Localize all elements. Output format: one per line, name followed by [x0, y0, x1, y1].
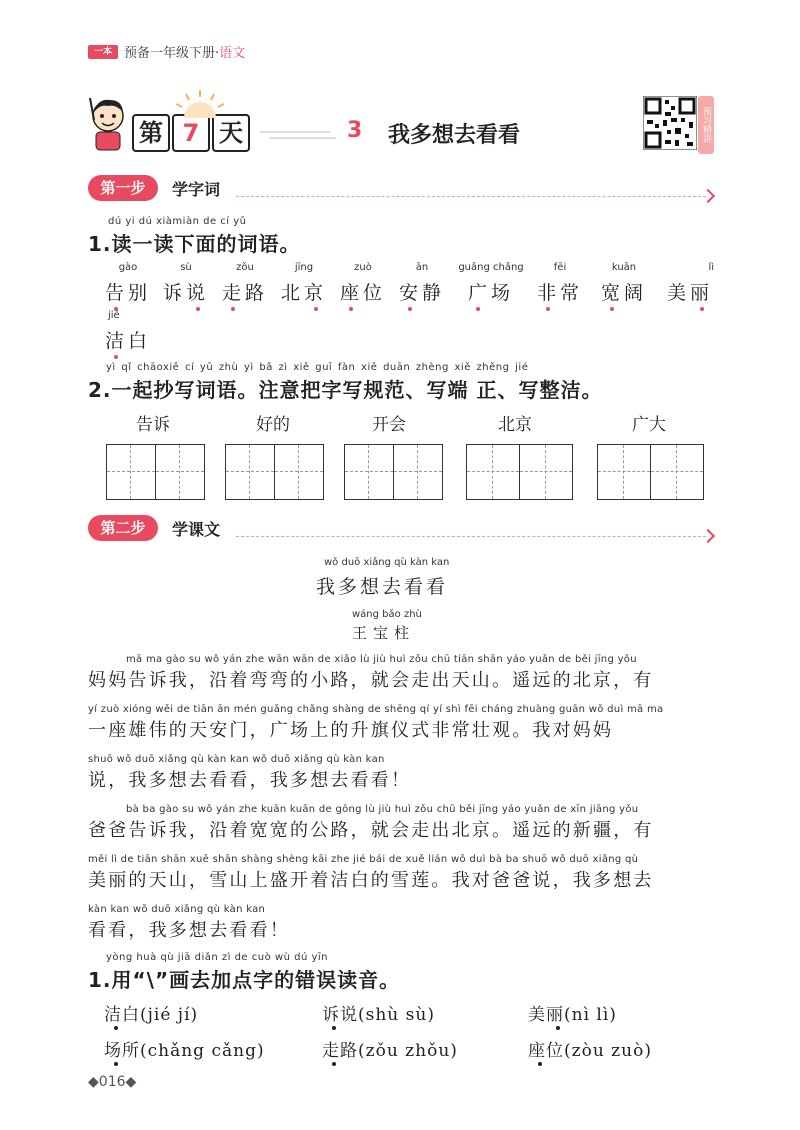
emphasis-dot: [538, 1062, 542, 1066]
exercise-item[interactable]: 洁白(jié jí): [104, 1005, 199, 1025]
grid-cell[interactable]: [598, 445, 651, 499]
boy-mascot-icon: [86, 92, 130, 152]
q1-pinyin: dú yi dú xiàmiàn de cí yǔ: [108, 216, 247, 227]
passage-line-pinyin: měi lì de tiān shān xuě shān shàng shèng kāi zhe jié bái de xuě lián wǒ duì bà ba shuō wǒ duō xiǎng qù: [88, 854, 639, 865]
copy-word-label: 好的: [256, 415, 290, 435]
grid-cell[interactable]: [226, 445, 275, 499]
exercise-item[interactable]: 诉说(shù sù): [322, 1005, 435, 1025]
emphasis-dot: [332, 1026, 336, 1030]
q3-number: 1.: [88, 968, 112, 992]
copy-word-label: 北京: [498, 415, 532, 435]
step1-divider: [236, 196, 706, 197]
grid-cell[interactable]: [345, 445, 394, 499]
exercise-item[interactable]: 走路(zǒu zhǒu): [322, 1041, 458, 1061]
q3-heading: [88, 964, 400, 993]
vocab-word: zǒu 走路: [221, 262, 269, 311]
q3-text: 用“\”画去加点字的错误读音。: [111, 968, 401, 992]
exercise-item[interactable]: 场所(chǎng cǎng): [104, 1041, 265, 1061]
writing-grid[interactable]: [344, 444, 443, 500]
passage-line-pinyin: mā ma gào su wǒ yán zhe wān wān de xiǎo lù jiù huì zǒu chū tiān shān yáo yuǎn de běi jīng yǒu: [126, 654, 637, 665]
step1-arrow-icon: [701, 189, 715, 203]
subject-name: 语文: [219, 46, 246, 61]
vocab-word: guǎng chǎng 广场: [456, 262, 526, 311]
vocab-word: sù 诉说: [162, 262, 210, 311]
grid-cell[interactable]: [275, 445, 323, 499]
header-separator: ·: [215, 46, 220, 61]
step1-title: 学字词: [172, 180, 221, 199]
author-pinyin: wáng bǎo zhù: [352, 609, 422, 620]
vocab-word: zuò 座位: [339, 262, 387, 311]
vocab-word: jié 洁白: [104, 310, 152, 359]
writing-grid[interactable]: [597, 444, 704, 500]
q3-pinyin: yòng huà qù jiā diǎn zì de cuò wù dú yīn: [106, 952, 328, 963]
q2-number: 2.: [88, 378, 112, 402]
q1-text: 读一读下面的词语。: [111, 232, 301, 256]
step2-divider: [236, 536, 706, 537]
writing-grid[interactable]: [225, 444, 324, 500]
q2-heading: [88, 374, 602, 403]
emphasis-dot: [114, 1062, 118, 1066]
passage-title: 我多想去看看: [316, 576, 449, 598]
grid-cell[interactable]: [651, 445, 703, 499]
vocab-word: lì 美丽: [666, 262, 714, 311]
passage-line-pinyin: shuō wǒ duō xiǎng qù kàn kan wǒ duō xiǎng qù kàn kan: [88, 754, 385, 765]
grid-cell[interactable]: [394, 445, 442, 499]
step1-pill: 第一步: [88, 175, 158, 201]
passage-line: 爸爸告诉我，沿着宽宽的公路，就会走出北京。遥远的新疆，有: [88, 820, 654, 841]
copy-word-label: 广大: [632, 415, 666, 435]
grid-cell[interactable]: [520, 445, 572, 499]
emphasis-dot: [332, 1062, 336, 1066]
page-number-value: 016: [98, 1074, 126, 1090]
passage-line: 说，我多想去看看，我多想去看看！: [88, 770, 412, 791]
step2-arrow-icon: [701, 529, 715, 543]
passage-title-pinyin: wǒ duō xiǎng qù kàn kan: [324, 557, 450, 568]
passage-line-pinyin: kàn kan wǒ duō xiǎng qù kàn kan: [88, 904, 266, 915]
copy-word-label: 告诉: [136, 415, 170, 435]
qr-code-icon[interactable]: [643, 96, 697, 150]
passage-line: 一座雄伟的天安门，广场上的升旗仪式非常壮观。我对妈妈: [88, 720, 614, 741]
exercise-item[interactable]: 座位(zòu zuò): [528, 1041, 652, 1061]
lesson-title: 我多想去看看: [388, 123, 521, 148]
vocab-word: ān 安静: [398, 262, 446, 311]
vocab-word: fēi 非常: [536, 262, 584, 311]
publisher-logo: 一本: [88, 45, 118, 59]
emphasis-dot: [556, 1026, 560, 1030]
vocab-word: kuān 宽阔: [600, 262, 648, 311]
day-prefix: 第: [132, 114, 170, 152]
passage-line: 妈妈告诉我，沿着弯弯的小路，就会走出天山。遥远的北京，有: [88, 670, 654, 691]
q1-heading: [88, 228, 301, 257]
grid-cell[interactable]: [467, 445, 520, 499]
lesson-number: 3: [347, 118, 363, 143]
passage-line-pinyin: bà ba gào su wǒ yán zhe kuān kuān de gōng lù jiù huì zǒu chū běi jīng yáo yuǎn de xīn jiāng yǒu: [126, 804, 639, 815]
q2-text: 一起抄写词语。注意把字写规范、写端 正、写整洁。: [111, 378, 603, 402]
writing-grid[interactable]: [466, 444, 573, 500]
emphasis-dot: [114, 1026, 118, 1030]
page-number: ◆016◆: [88, 1074, 137, 1090]
step2-title: 学课文: [172, 520, 221, 539]
copy-word-label: 开会: [372, 415, 406, 435]
step2-pill: 第二步: [88, 515, 158, 541]
grid-cell[interactable]: [156, 445, 204, 499]
passage-line-pinyin: yí zuò xióng wěi de tiān ān mén guǎng chǎng shàng de shēng qí yí shì fēi cháng zhuàng guān wǒ duì mā ma: [88, 704, 664, 715]
grid-cell[interactable]: [107, 445, 156, 499]
passage-line: 美丽的天山，雪山上盛开着洁白的雪莲。我对爸爸说，我多想去: [88, 870, 654, 891]
vocab-word: jīng 北京: [280, 262, 328, 311]
book-name: 预备一年级下册: [124, 46, 216, 61]
book-title: [124, 42, 245, 61]
writing-grid[interactable]: [106, 444, 205, 500]
speed-lines-icon: [260, 128, 340, 142]
vocab-word: gào 告别: [104, 262, 152, 311]
q1-number: 1.: [88, 232, 112, 256]
day-suffix: 天: [212, 114, 250, 152]
day-number: 7: [172, 114, 210, 152]
q2-pinyin: yì qǐ chāoxiě cí yǔ zhù yì bǎ zì xiě guī fàn xiě duān zhèng xiě zhěng jié: [106, 362, 529, 373]
author-name: 王宝柱: [352, 624, 416, 642]
sunrise-icon: [170, 88, 230, 118]
qr-tag: 预习精讲: [698, 96, 714, 154]
exercise-item[interactable]: 美丽(nì lì): [528, 1005, 617, 1025]
passage-line: 看看，我多想去看看！: [88, 920, 290, 941]
